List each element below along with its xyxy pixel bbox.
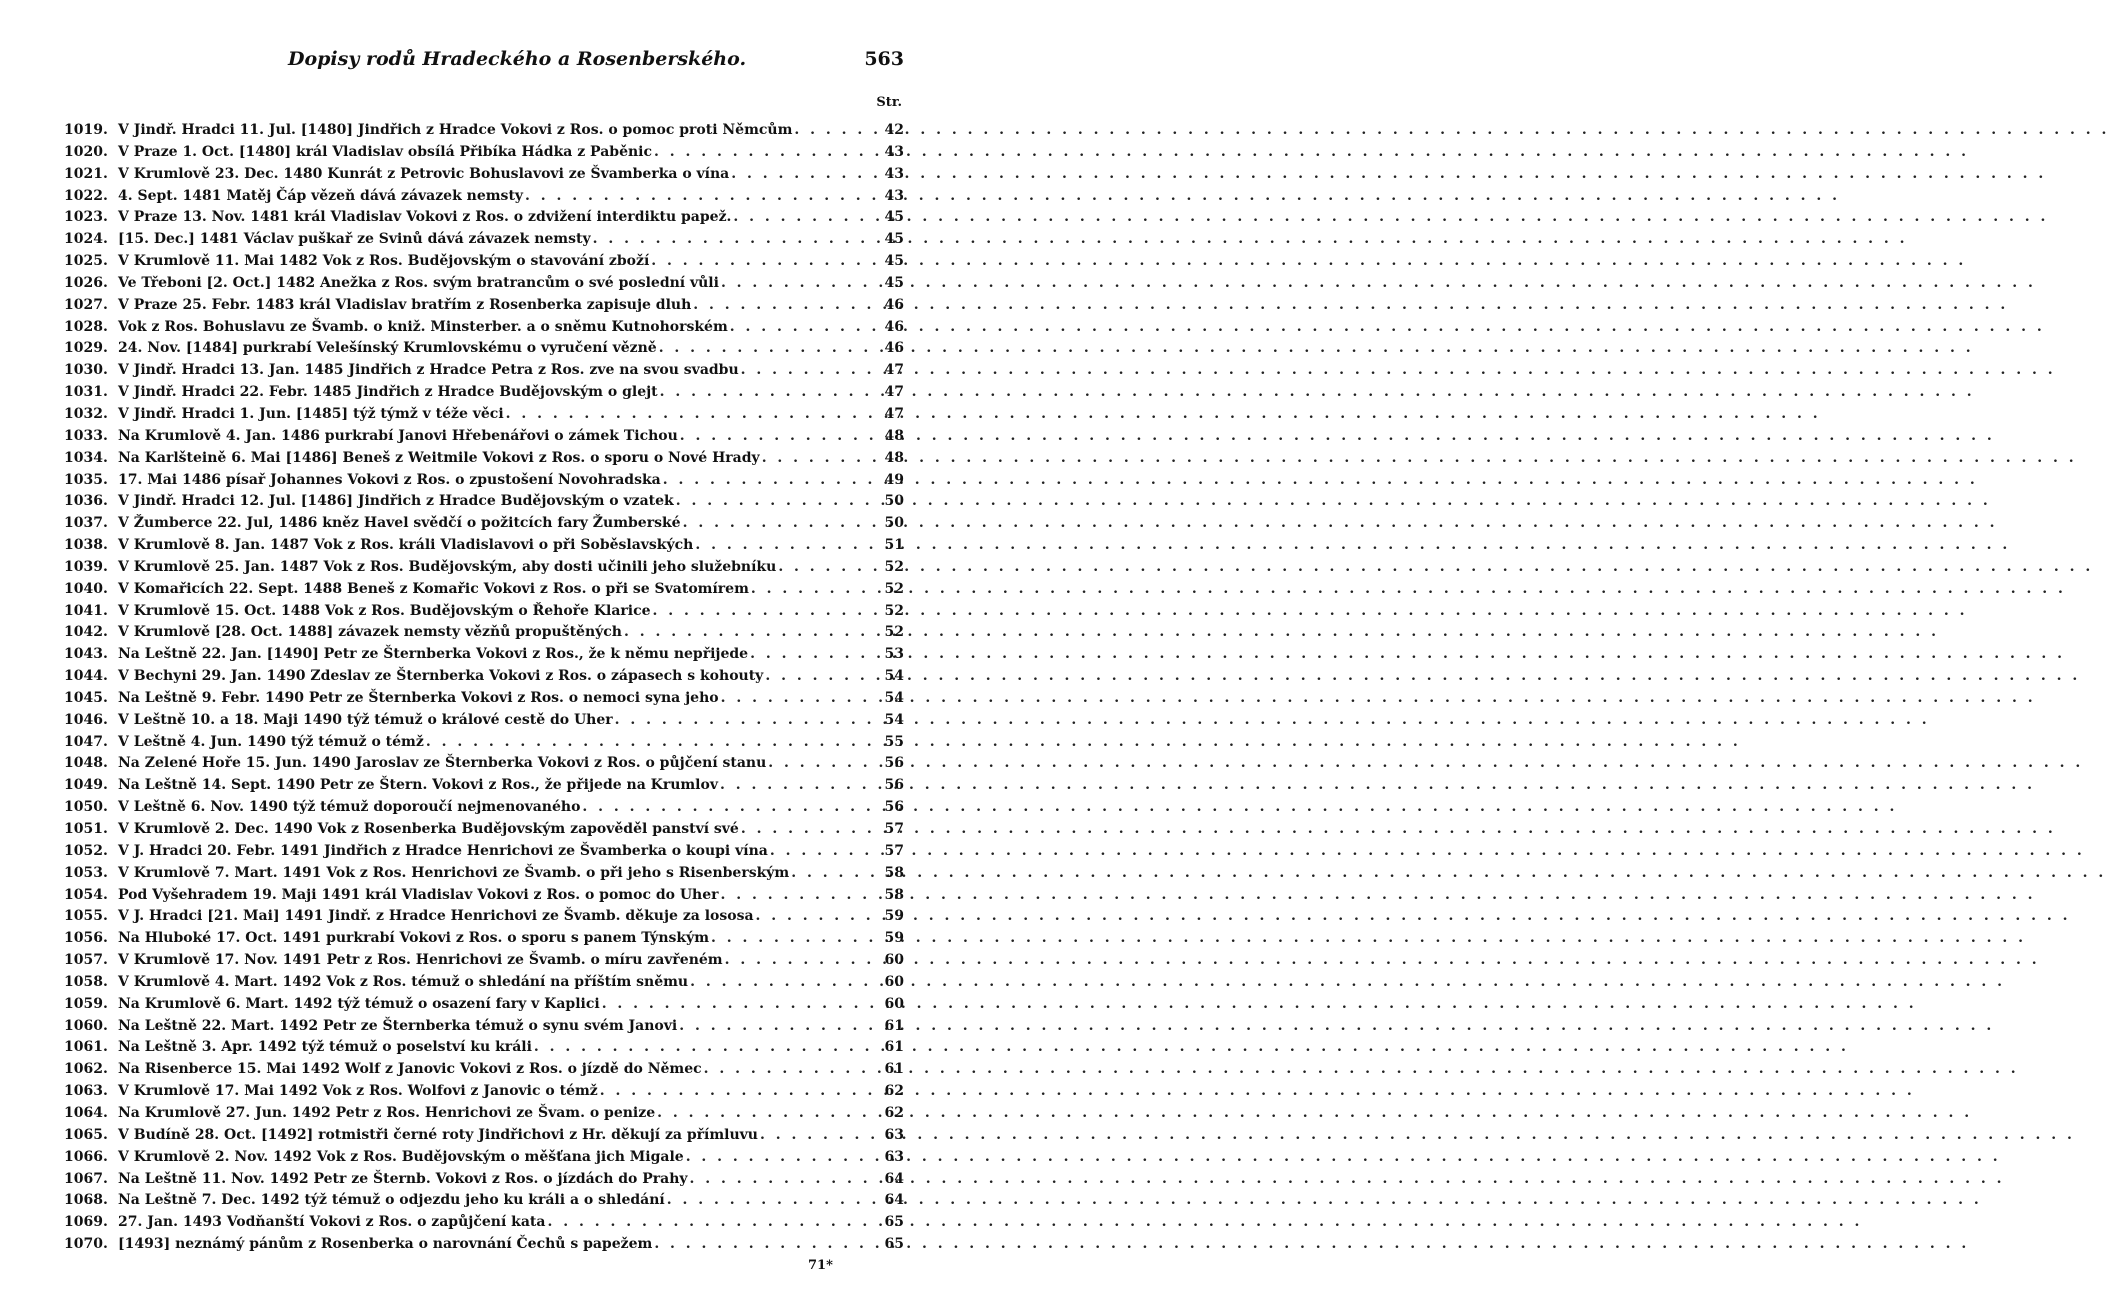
entry-text: V Bechyni 29. Jan. 1490 Zdeslav ze Šternberka Vokovi z Ros. o zápasech s kohouty — [118, 668, 764, 685]
entry-number: 1064. — [64, 1104, 108, 1121]
dot-leader — [684, 1147, 882, 1169]
entry-number: 1060. — [64, 1017, 108, 1034]
dot-leader — [655, 1103, 882, 1125]
entry-number: 1027. — [64, 296, 108, 313]
entry-page: 58 — [884, 886, 904, 903]
entry-text: V Krumlově 25. Jan. 1487 Vok z Ros. Budějovským, aby dosti učinili jeho služebníku — [118, 558, 777, 575]
entry-number: 1065. — [64, 1126, 108, 1143]
dot-leader — [658, 382, 882, 404]
list-item — [64, 120, 904, 142]
entry-number: 1046. — [64, 711, 108, 728]
entry-number: 1022. — [64, 187, 108, 204]
entry-page: 48 — [884, 427, 904, 444]
entry-text: V Jindř. Hradci 13. Jan. 1485 Jindřich z Hradce Petra z Ros. zve na svou svadbu — [118, 362, 739, 379]
dot-leader — [545, 1212, 882, 1234]
dot-leader — [748, 644, 882, 666]
entry-text: V Krumlově 23. Dec. 1480 Kunrát z Petrovic Bohuslavovi ze Švamberka o vína — [118, 165, 730, 182]
entry-page: 46 — [884, 318, 904, 335]
dot-leader — [792, 120, 882, 142]
dot-leader — [523, 186, 882, 208]
entry-number: 1052. — [64, 842, 108, 859]
entry-page: 52 — [884, 558, 904, 575]
entry-text: Na Leštně 22. Jan. [1490] Petr ze Šternberka Vokovi z Ros., že k němu nepřijede — [118, 646, 749, 663]
entry-page: 45 — [884, 253, 904, 270]
list-item — [64, 819, 904, 841]
entry-page: 62 — [884, 1104, 904, 1121]
entry-number: 1047. — [64, 733, 108, 750]
list-item — [64, 644, 904, 666]
page-number: 563 — [864, 48, 904, 70]
list-item — [64, 470, 904, 492]
entry-number: 1023. — [64, 209, 108, 226]
entry-page: 61 — [884, 1017, 904, 1034]
list-item — [64, 622, 904, 644]
entry-text: Na Krumlově 4. Jan. 1486 purkrabí Janovi Hřebenářovi o zámek Tichou — [118, 427, 678, 444]
entry-text: V Komařicích 22. Sept. 1488 Beneš z Komařic Vokovi z Ros. o při se Svatomírem — [118, 580, 749, 597]
entry-number: 1070. — [64, 1236, 108, 1253]
entry-page: 59 — [884, 908, 904, 925]
entry-number: 1055. — [64, 908, 108, 925]
entry-text: V Krumlově 4. Mart. 1492 Vok z Ros. témuž o shledání na příštím sněmu — [118, 973, 689, 990]
entry-text: V J. Hradci [21. Mai] 1491 Jindř. z Hradce Henrichovi ze Švamb. děkuje za lososa — [118, 908, 754, 925]
dot-leader — [719, 885, 882, 907]
list-item — [64, 906, 904, 928]
entry-text: V Jindř. Hradci 1. Jun. [1485] týž týmž v téže věci — [118, 405, 504, 422]
entry-page: 45 — [884, 209, 904, 226]
entry-number: 1025. — [64, 253, 108, 270]
page-header — [0, 42, 960, 82]
entry-page: 43 — [884, 165, 904, 182]
dot-leader — [424, 732, 882, 754]
entry-text: Na Leštně 3. Apr. 1492 týž témuž o poselství ku králi — [118, 1039, 532, 1056]
entry-text: V Žumberce 22. Jul, 1486 kněz Havel svědčí o požitcích fary Žumberské — [118, 515, 681, 532]
entry-text: V Praze 1. Oct. [1480] král Vladislav obsílá Přibíka Hádka z Paběnic — [118, 143, 652, 160]
entry-number: 1038. — [64, 537, 108, 554]
list-item — [64, 273, 904, 295]
entry-text: V Budíně 28. Oct. [1492] rotmistři černé roty Jindřichovi z Hr. děkují za přímluvu — [118, 1126, 758, 1143]
entry-text: V Leštně 4. Jun. 1490 týž témuž o témž — [118, 733, 424, 750]
list-item — [64, 1234, 904, 1256]
list-item — [64, 338, 904, 360]
dot-leader — [591, 229, 882, 251]
signature-mark: 71* — [808, 1258, 833, 1273]
entry-text: V Krumlově 17. Mai 1492 Vok z Ros. Wolfovi z Janovic o témž — [118, 1083, 598, 1100]
list-item — [64, 382, 904, 404]
entry-text: Na Leštně 22. Mart. 1492 Petr ze Šternberka témuž o synu svém Janovi — [118, 1017, 678, 1034]
list-item — [64, 1037, 904, 1059]
dot-leader — [688, 972, 882, 994]
entry-number: 1044. — [64, 668, 108, 685]
list-item — [64, 186, 904, 208]
list-item — [64, 404, 904, 426]
dot-leader — [766, 753, 882, 775]
entry-page: 52 — [884, 580, 904, 597]
entry-text: Na Zelené Hoře 15. Jun. 1490 Jaroslav ze Šternberka Vokovi z Ros. o půjčení stanu — [118, 755, 767, 772]
entry-number: 1024. — [64, 231, 108, 248]
entry-text: V Krumlově 17. Nov. 1491 Petr z Ros. Henrichovi ze Švamb. o míru zavřeném — [118, 952, 723, 969]
dot-leader — [763, 666, 882, 688]
entry-number: 1042. — [64, 624, 108, 641]
entry-number: 1037. — [64, 515, 108, 532]
list-item — [64, 928, 904, 950]
entry-page: 51 — [884, 537, 904, 554]
entry-text: V Krumlově 2. Nov. 1492 Vok z Ros. Budějovským o měšťana jich Migale — [118, 1148, 684, 1165]
dot-leader — [622, 622, 882, 644]
entry-page: 42 — [884, 122, 904, 138]
list-item — [64, 579, 904, 601]
list-item — [64, 491, 904, 513]
entry-number: 1068. — [64, 1192, 108, 1209]
entry-page: 65 — [884, 1236, 904, 1253]
list-item — [64, 732, 904, 754]
dot-leader — [504, 404, 882, 426]
entry-text: Na Leštně 9. Febr. 1490 Petr ze Šternberka Vokovi z Ros. o nemoci syna jeho — [118, 689, 719, 706]
entry-number: 1054. — [64, 886, 108, 903]
entry-page: 57 — [884, 842, 904, 859]
entry-page: 58 — [884, 864, 904, 881]
entry-text: V Krumlově 2. Dec. 1490 Vok z Rosenberka Budějovským zapověděl panství své — [118, 821, 739, 837]
list-item — [64, 1190, 904, 1212]
dot-leader — [789, 863, 882, 885]
entry-number: 1036. — [64, 493, 108, 510]
dot-leader — [651, 601, 882, 623]
dot-leader — [739, 819, 882, 841]
dot-leader — [677, 1016, 882, 1038]
dot-leader — [719, 688, 882, 710]
dot-leader — [702, 1059, 882, 1081]
entry-page: 64 — [884, 1170, 904, 1187]
entry-text: 24. Nov. [1484] purkrabí Velešínský Krumlovskému o vyručení vězně — [118, 340, 657, 357]
entry-page: 60 — [884, 952, 904, 969]
entry-text: [15. Dec.] 1481 Václav puškař ze Svinů dává závazek nemsty — [118, 231, 591, 248]
dot-leader — [532, 1037, 882, 1059]
list-item — [64, 841, 904, 863]
entry-page: 64 — [884, 1192, 904, 1209]
entry-number: 1029. — [64, 340, 108, 357]
dot-leader — [665, 1190, 882, 1212]
entry-number: 1028. — [64, 318, 108, 335]
list-item — [64, 797, 904, 819]
entry-page: 63 — [884, 1148, 904, 1165]
entry-number: 1067. — [64, 1170, 108, 1187]
list-item — [64, 251, 904, 273]
list-item — [64, 775, 904, 797]
entry-text: 17. Mai 1486 písař Johannes Vokovi z Ros. o zpustošení Novohradska — [118, 471, 661, 488]
entry-number: 1021. — [64, 165, 108, 182]
list-item — [64, 666, 904, 688]
list-item — [64, 863, 904, 885]
entry-number: 1062. — [64, 1061, 108, 1078]
entry-number: 1061. — [64, 1039, 108, 1056]
dot-leader — [729, 164, 882, 186]
list-item — [64, 753, 904, 775]
entry-page: 56 — [884, 755, 904, 772]
dot-leader — [691, 295, 882, 317]
list-item — [64, 535, 904, 557]
entry-page: 54 — [884, 689, 904, 706]
entry-number: 1032. — [64, 405, 108, 422]
list-item — [64, 557, 904, 579]
entry-text: Na Leštně 11. Nov. 1492 Petr ze Šternb. Vokovi z Ros. o jízdách do Prahy — [118, 1170, 688, 1187]
entry-page: 65 — [884, 1214, 904, 1231]
entry-page: 56 — [884, 777, 904, 794]
entry-number: 1034. — [64, 449, 108, 466]
entry-number: 1041. — [64, 602, 108, 619]
entry-page: 49 — [884, 471, 904, 488]
entry-page: 46 — [884, 296, 904, 313]
entry-page: 47 — [884, 362, 904, 379]
dot-leader — [693, 535, 882, 557]
entry-number: 1056. — [64, 930, 108, 947]
entry-number: 1066. — [64, 1148, 108, 1165]
page-column-label: Str. — [876, 95, 902, 110]
dot-leader — [749, 579, 882, 601]
list-item — [64, 688, 904, 710]
list-item — [64, 513, 904, 535]
dot-leader — [688, 1169, 882, 1191]
list-item — [64, 448, 904, 470]
entry-text: Ve Třeboni [2. Oct.] 1482 Anežka z Ros. svým bratrancům o své poslední vůli — [118, 274, 719, 291]
entry-number: 1035. — [64, 471, 108, 488]
entry-page: 48 — [884, 449, 904, 466]
entry-number: 1030. — [64, 362, 108, 379]
list-item — [64, 1081, 904, 1103]
entry-number: 1059. — [64, 995, 108, 1012]
dot-leader — [649, 251, 882, 273]
list-item — [64, 207, 904, 229]
entry-text: V Jindř. Hradci 22. Febr. 1485 Jindřich z Hradce Budějovským o glejt — [118, 384, 658, 401]
list-item — [64, 1212, 904, 1234]
entry-text: V Leštně 10. a 18. Maji 1490 týž témuž o králové cestě do Uher — [118, 711, 613, 728]
entry-page: 54 — [884, 668, 904, 685]
entry-number: 1069. — [64, 1214, 108, 1231]
entry-number: 1033. — [64, 427, 108, 444]
entry-page: 61 — [884, 1061, 904, 1078]
dot-leader — [657, 338, 882, 360]
running-title: Dopisy rodů Hradeckého a Rosenberského. — [288, 48, 747, 70]
dot-leader — [768, 841, 882, 863]
dot-leader — [739, 360, 882, 382]
entry-page: 62 — [884, 1083, 904, 1100]
entry-number: 1040. — [64, 580, 108, 597]
entry-page: 60 — [884, 973, 904, 990]
list-item — [64, 164, 904, 186]
entry-number: 1020. — [64, 143, 108, 160]
entry-text: [1493] neznámý pánům z Rosenberka o narovnání Čechů s papežem — [118, 1236, 653, 1253]
list-item — [64, 950, 904, 972]
entry-page: 60 — [884, 995, 904, 1012]
dot-leader — [728, 317, 882, 339]
entry-page: 47 — [884, 405, 904, 422]
entry-text: V Praze 25. Febr. 1483 král Vladislav bratřím z Rosenberka zapisuje dluh — [118, 296, 692, 313]
dot-leader — [600, 994, 882, 1016]
entry-page: 53 — [884, 646, 904, 663]
list-item — [64, 317, 904, 339]
entry-number: 1049. — [64, 777, 108, 794]
list-item — [64, 710, 904, 732]
list-item — [64, 229, 904, 251]
entry-number: 1019. — [64, 122, 108, 138]
dot-leader — [652, 142, 882, 164]
list-item — [64, 1059, 904, 1081]
entry-text: Pod Vyšehradem 19. Maji 1491 král Vladislav Vokovi z Ros. o pomoc do Uher — [118, 886, 719, 903]
entry-page: 43 — [884, 143, 904, 160]
entry-text: Na Leštně 7. Dec. 1492 týž témuž o odjezdu jeho ku králi a o shledání — [118, 1192, 665, 1209]
list-item — [64, 1147, 904, 1169]
entry-text: V Leštně 6. Nov. 1490 týž témuž doporoučí nejmenovaného — [118, 799, 581, 816]
list-item — [64, 994, 904, 1016]
entry-page: 63 — [884, 1126, 904, 1143]
entry-text: Vok z Ros. Bohuslavu ze Švamb. o kniž. Minsterber. a o sněmu Kutnohorském — [118, 318, 728, 335]
entry-number: 1043. — [64, 646, 108, 663]
entry-number: 1053. — [64, 864, 108, 881]
entry-text: V Praze 13. Nov. 1481 král Vladislav Vokovi z Ros. o zdvižení interdiktu papež. — [118, 209, 732, 226]
entry-number: 1045. — [64, 689, 108, 706]
entry-number: 1050. — [64, 799, 108, 816]
entry-number: 1057. — [64, 952, 108, 969]
dot-leader — [709, 928, 882, 950]
entry-number: 1031. — [64, 384, 108, 401]
entry-page: 45 — [884, 274, 904, 291]
dot-leader — [674, 491, 882, 513]
entry-text: V Krumlově 7. Mart. 1491 Vok z Ros. Henrichovi ze Švamb. o při jeho s Risenberským — [118, 864, 790, 881]
entry-number: 1051. — [64, 821, 108, 837]
list-item — [64, 295, 904, 317]
list-item — [64, 1016, 904, 1038]
entry-text: 4. Sept. 1481 Matěj Čáp vězeň dává závazek nemsty — [118, 187, 524, 204]
dot-leader — [678, 426, 882, 448]
dot-leader — [719, 273, 882, 295]
dot-leader — [580, 797, 882, 819]
entry-page: 55 — [884, 733, 904, 750]
entry-number: 1039. — [64, 558, 108, 575]
entry-page: 46 — [884, 340, 904, 357]
list-item — [64, 885, 904, 907]
entry-text: Na Krumlově 27. Jun. 1492 Petr z Ros. Henrichovi ze Švam. o penize — [118, 1104, 656, 1121]
entry-text: Na Leštně 14. Sept. 1490 Petr ze Štern. Vokovi z Ros., že přijede na Krumlov — [118, 777, 718, 794]
dot-leader — [731, 207, 882, 229]
entry-page: 47 — [884, 384, 904, 401]
entry-text: V Krumlově [28. Oct. 1488] závazek nemsty vězňů propuštěných — [118, 624, 622, 641]
entry-page: 43 — [884, 187, 904, 204]
dot-leader — [613, 710, 882, 732]
entry-text: V Jindř. Hradci 12. Jul. [1486] Jindřich z Hradce Budějovským o vzatek — [118, 493, 674, 510]
entry-text: Na Krumlově 6. Mart. 1492 týž témuž o osazení fary v Kaplici — [118, 995, 600, 1012]
dot-leader — [758, 1125, 882, 1147]
entry-page: 50 — [884, 493, 904, 510]
list-item — [64, 426, 904, 448]
entry-text: V Krumlově 11. Mai 1482 Vok z Ros. Budějovským o stavování zboží — [118, 253, 650, 270]
entry-text: Na Hluboké 17. Oct. 1491 purkrabí Vokovi z Ros. o sporu s panem Týnským — [118, 930, 710, 947]
dot-leader — [681, 513, 882, 535]
entry-page: 54 — [884, 711, 904, 728]
entry-page: 45 — [884, 231, 904, 248]
table-of-contents — [64, 120, 904, 1256]
entry-text: V J. Hradci 20. Febr. 1491 Jindřich z Hradce Henrichovi ze Švamberka o koupi vína — [118, 842, 768, 859]
entry-text: V Jindř. Hradci 11. Jul. [1480] Jindřich z Hradce Vokovi z Ros. o pomoc proti Němcům — [118, 122, 793, 138]
dot-leader — [598, 1081, 882, 1103]
dot-leader — [652, 1234, 882, 1256]
entry-page: 61 — [884, 1039, 904, 1056]
entry-number: 1048. — [64, 755, 108, 772]
entry-page: 56 — [884, 799, 904, 816]
entry-page: 57 — [884, 821, 904, 837]
dot-leader — [776, 557, 882, 579]
entry-text: Na Karlšteině 6. Mai [1486] Beneš z Weitmile Vokovi z Ros. o sporu o Nové Hrady — [118, 449, 760, 466]
list-item — [64, 601, 904, 623]
dot-leader — [754, 906, 882, 928]
entry-text: V Krumlově 15. Oct. 1488 Vok z Ros. Budějovským o Řehoře Klarice — [118, 602, 651, 619]
dot-leader — [760, 448, 882, 470]
entry-page: 52 — [884, 602, 904, 619]
entry-text: 27. Jan. 1493 Vodňanští Vokovi z Ros. o zapůjčení kata — [118, 1214, 546, 1231]
entry-text: Na Risenberce 15. Mai 1492 Wolf z Janovic Vokovi z Ros. o jízdě do Němec — [118, 1061, 702, 1078]
entry-page: 52 — [884, 624, 904, 641]
entry-number: 1063. — [64, 1083, 108, 1100]
list-item — [64, 972, 904, 994]
dot-leader — [723, 950, 882, 972]
list-item — [64, 1125, 904, 1147]
list-item — [64, 360, 904, 382]
list-item — [64, 1169, 904, 1191]
dot-leader — [661, 470, 882, 492]
entry-page: 50 — [884, 515, 904, 532]
entry-page: 59 — [884, 930, 904, 947]
dot-leader — [718, 775, 882, 797]
entry-number: 1058. — [64, 973, 108, 990]
entry-number: 1026. — [64, 274, 108, 291]
entry-text: V Krumlově 8. Jan. 1487 Vok z Ros. králi Vladislavovi o při Soběslavských — [118, 537, 694, 554]
list-item — [64, 1103, 904, 1125]
list-item — [64, 142, 904, 164]
